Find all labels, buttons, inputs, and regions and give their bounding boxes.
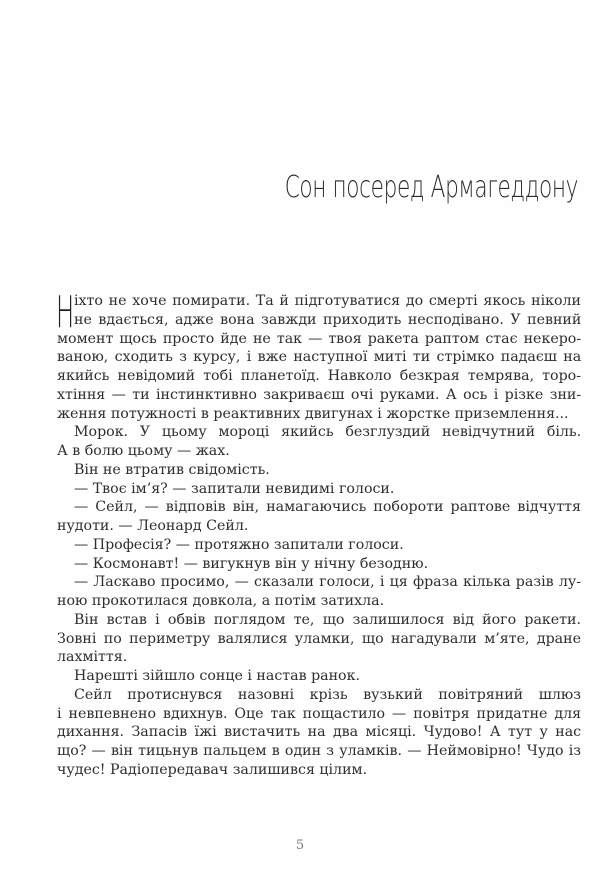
page-number: 5: [295, 838, 305, 853]
text-line: що? — він тицьнув пальцем в один з уламків. — Неймовірно! Чудо із: [57, 743, 581, 759]
text-line: чудес! Радіопередавач залишився цілим.: [57, 761, 368, 778]
text-line: дихання. Запасів їжі вистачить на два місяці. Чудово! А тут у нас: [57, 724, 582, 741]
text-line: не вдається, адже вона завжди приходить несподівано. У певний: [74, 311, 582, 328]
text-line: А в болю цьому — жах.: [57, 443, 230, 459]
text-line: ною прокотилася довкола, а потім затихла.: [57, 593, 385, 609]
paragraph: [57, 555, 581, 574]
text-line: хтіння — ти інстинктивно закриваєш очі руками. А ось і різке зни-: [57, 386, 582, 403]
text-line: Сейл протиснувся назовні крізь вузький повітряний шлюз: [74, 686, 581, 703]
text-line: іхто не хоче помирати. Та й підготуватися до смерті якось ніколи: [74, 293, 581, 309]
chapter-title: Сон посеред Армагеддону: [284, 170, 578, 205]
text-line: ваною, сходить з курсу, і вже наступної миті ти стрімко падаєш на: [57, 349, 582, 366]
chapter-body: [56, 287, 582, 780]
text-line: лахміття.: [57, 649, 128, 666]
text-line: момент щось просто йде не так — твоя ракета раптом стає некеро-: [57, 330, 582, 347]
text-line: якийсь невідомий тобі планетоїд. Навколо безкрая темрява, торо-: [57, 368, 581, 384]
paragraph: [56, 287, 582, 423]
paragraph: [57, 686, 581, 780]
paragraph: [57, 461, 581, 480]
text-line: Зовні по периметру валялися уламки, що нагадували м’яте, дране: [57, 630, 581, 647]
text-line: Морок. У цьому мороці якийсь безглуздий невідчутний біль.: [74, 424, 582, 441]
drop-cap: Н: [56, 287, 75, 338]
text-line: — Професія? — протяжно запитали голоси.: [74, 536, 404, 553]
text-line: — Космонавт! — вигукнув він у нічну безодню.: [74, 555, 429, 572]
paragraph: [57, 667, 581, 686]
text-line: — Ласкаво просимо, — сказали голоси, і ця фраза кілька разів лу-: [74, 574, 581, 591]
text-line: нудоти. — Леонард Сейл.: [57, 518, 249, 534]
paragraph: [57, 498, 581, 536]
paragraph: [57, 611, 581, 667]
text-line: і невпевнено вдихнув. Оце так пощастило — повітря придатне для: [57, 705, 582, 722]
text-line: Він не втратив свідомість.: [74, 461, 270, 478]
text-line: Нарешті зійшло сонце і настав ранок.: [74, 668, 360, 684]
text-line: — Твоє ім’я? — запитали невидимі голоси.: [74, 480, 395, 497]
paragraph: [57, 480, 581, 499]
text-line: Він встав і обвів поглядом те, що залишилося від його ракети.: [74, 611, 581, 628]
paragraph: [57, 536, 581, 555]
text-line: ження потужності в реактивних двигунах і жорстке приземлення...: [57, 405, 569, 422]
paragraph: [57, 423, 581, 461]
paragraph: [57, 573, 581, 611]
text-line: — Сейл, — відповів він, намагаючись побороти раптове відчуття: [74, 499, 581, 516]
